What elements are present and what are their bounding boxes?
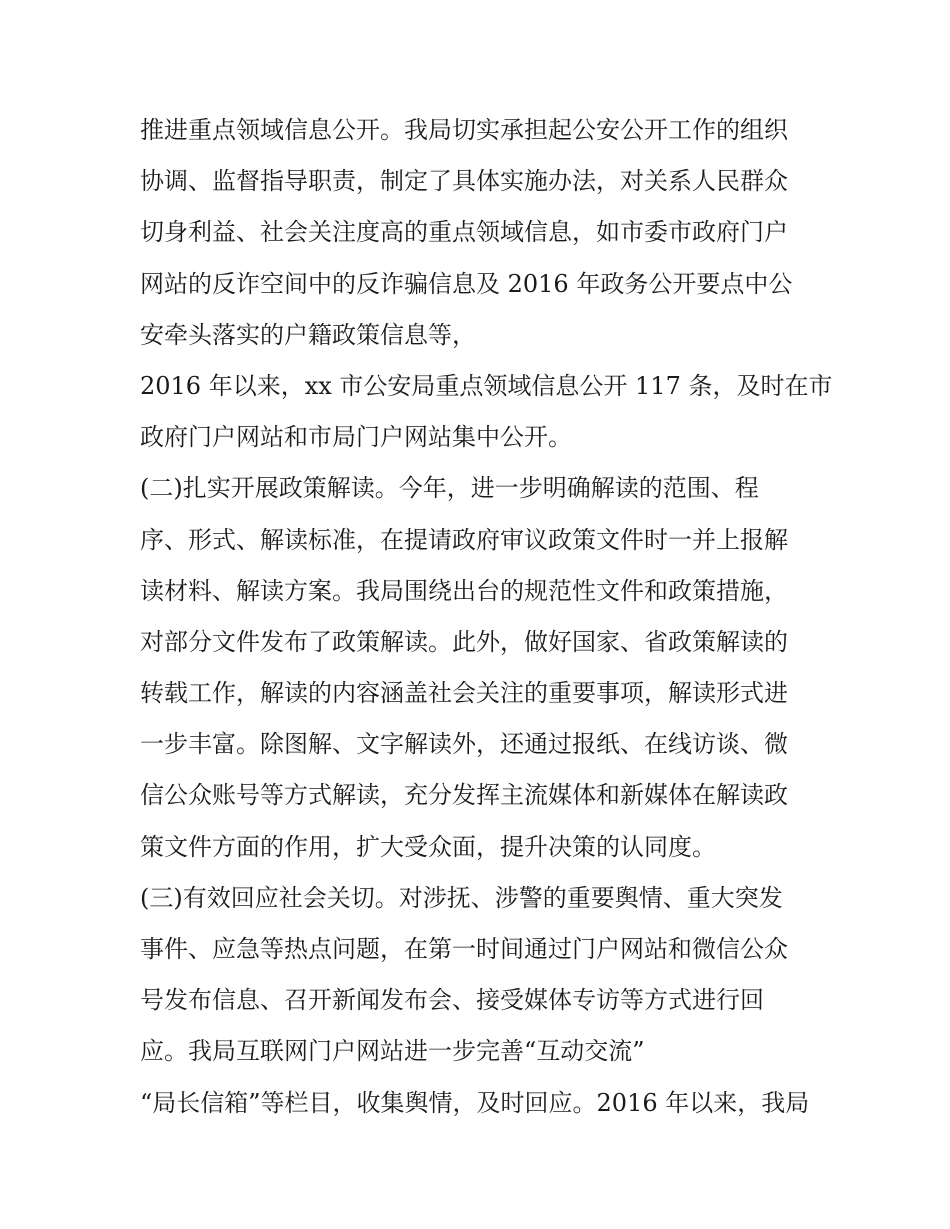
text-line: 序、形式、解读标准，在提请政府审议政策文件时一并上报解 (140, 525, 788, 554)
text-line: 推进重点领域信息公开。我局切实承担起公安公开工作的组织 (140, 116, 788, 144)
text-line: “局长信箱”等栏目，收集舆情，及时回应。2016 年以来，我局 (140, 1088, 810, 1117)
text-line: 读材料、解读方案。我局围绕出台的规范性文件和政策措施， (140, 576, 788, 605)
text-line: 切身利益、社会关注度高的重点领域信息，如市委市政府门户 (140, 218, 788, 247)
text-line: 协调、监督指导职责，制定了具体实施办法，对关系人民群众 (140, 167, 788, 196)
text-line: 对部分文件发布了政策解读。此外，做好国家、省政策解读的 (140, 627, 788, 656)
text-line: 应。我局互联网门户网站进一步完善“互动交流” (140, 1037, 645, 1066)
text-line: 信公众账号等方式解读，充分发挥主流媒体和新媒体在解读政 (140, 781, 788, 810)
text-line: 策文件方面的作用，扩大受众面，提升决策的认同度。 (140, 832, 716, 861)
section-heading-line: (二)扎实开展政策解读。今年，进一步明确解读的范围、程 (140, 474, 759, 503)
text-line: 安牵头落实的户籍政策信息等， (140, 320, 476, 349)
section-heading-line: (三)有效回应社会关切。对涉抚、涉警的重要舆情、重大突发 (140, 883, 783, 912)
text-line: 号发布信息、召开新闻发布会、接受媒体专访等方式进行回 (140, 986, 764, 1015)
document-body (140, 107, 833, 1131)
text-line: 2016 年以来，xx 市公安局重点领域信息公开 117 条，及时在市 (140, 371, 833, 400)
text-line: 一步丰富。除图解、文字解读外，还通过报纸、在线访谈、微 (140, 730, 788, 759)
text-line: 网站的反诈空间中的反诈骗信息及 2016 年政务公开要点中公 (140, 269, 793, 298)
text-line: 事件、应急等热点问题，在第一时间通过门户网站和微信公众 (140, 935, 788, 963)
text-line: 政府门户网站和市局门户网站集中公开。 (140, 423, 572, 452)
text-line: 转载工作，解读的内容涵盖社会关注的重要事项，解读形式进 (140, 679, 788, 708)
